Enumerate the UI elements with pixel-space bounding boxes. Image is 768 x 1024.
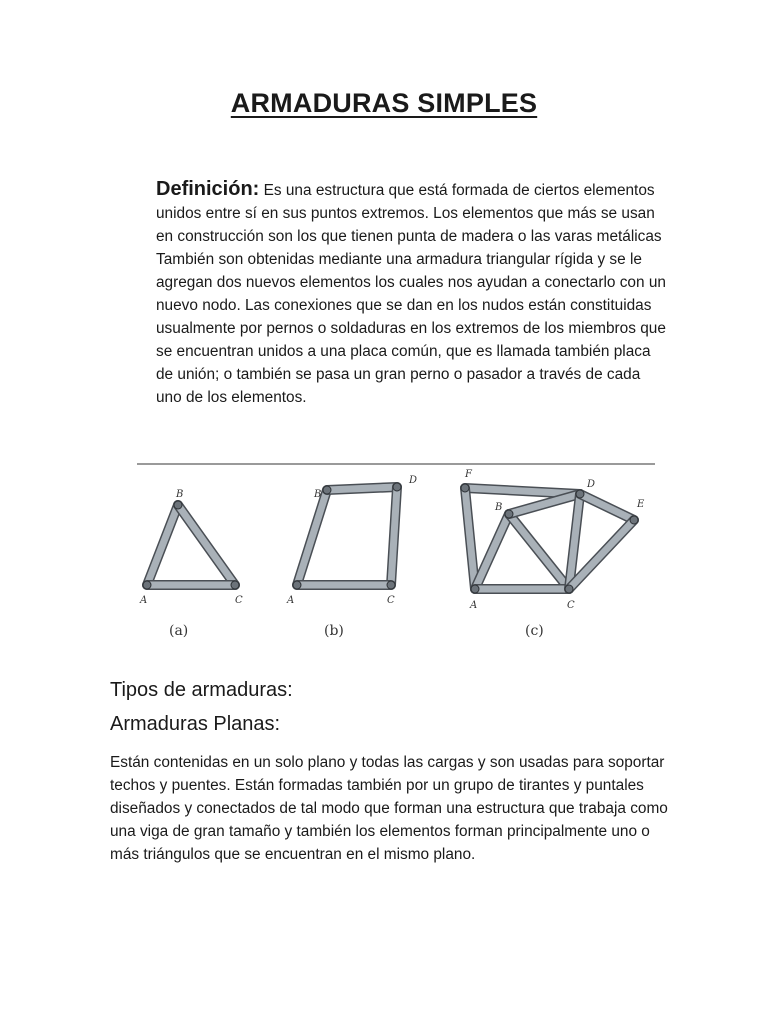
truss-member	[327, 487, 397, 490]
node-label-c-b: B	[495, 502, 503, 513]
truss-member	[509, 514, 569, 589]
truss-joint	[231, 581, 239, 589]
caption-a: (a)	[169, 623, 189, 639]
page-title: ARMADURAS SIMPLES	[230, 88, 538, 118]
truss-joint	[505, 510, 513, 518]
truss-member	[147, 505, 178, 585]
section-heading-types: Tipos de armaduras:	[110, 679, 293, 701]
node-label-c-a: A	[470, 600, 478, 611]
truss-joint	[174, 501, 182, 509]
truss-member	[178, 505, 235, 585]
truss-joint	[461, 484, 469, 492]
truss-member	[465, 488, 475, 589]
definition-label: Definición:	[156, 178, 260, 200]
truss-joint	[393, 483, 401, 491]
planas-paragraph: Están contenidas en un solo plano y todas las cargas y son usadas para soportar techos y puentes. Están formadas también por un grupo de tirantes y puntales diseñados y conectados de tal modo que forman una estructura que trabaja como una viga de gran tamaño y también los elementos forman principalmente uno o más triángulos que se encuentran en el mismo plano.	[110, 754, 668, 863]
caption-b: (b)	[324, 623, 344, 639]
node-label-b-a: A	[287, 595, 295, 606]
node-label-c-c: C	[567, 600, 575, 611]
truss-joint	[293, 581, 301, 589]
node-label-c-e: E	[637, 499, 645, 510]
node-label-b-b: B	[314, 489, 322, 500]
truss-diagram	[137, 463, 655, 651]
truss-joint	[323, 486, 331, 494]
node-label-b-c: C	[387, 595, 395, 606]
node-label-a-a: A	[140, 595, 148, 606]
node-label-a-b: B	[176, 489, 184, 500]
truss-joint	[576, 490, 584, 498]
node-label-a-c: C	[235, 595, 243, 606]
definition-text: Es una estructura que está formada de ciertos elementos unidos entre sí en sus puntos extremos. Los elementos que más se usan en construcción son los que tienen punta de madera o las varas metálicas También son obtenidas mediante una armadura triangular rígida y se le agregan dos nuevos elementos los cuales nos ayudan a conectarlo con un nuevo nodo. Las conexiones que se dan en los nudos están constituidas usualmente por pernos o soldaduras en los extremos de los miembros que se encuentran unidos a una placa común, que es llamada también placa de unión; o también se pasa un gran perno o pasador a través de cada uno de los elementos.	[156, 182, 666, 406]
node-label-b-d: D	[409, 475, 418, 486]
truss-member	[475, 514, 509, 589]
figure-top-rule	[137, 463, 655, 465]
node-label-c-f: F	[465, 469, 472, 480]
caption-c: (c)	[525, 623, 544, 639]
truss-joint	[630, 516, 638, 524]
truss-member	[580, 494, 634, 520]
truss-figure	[137, 463, 655, 651]
truss-joint	[565, 585, 573, 593]
truss-joint	[143, 581, 151, 589]
definition-paragraph	[156, 178, 666, 409]
truss-joint	[387, 581, 395, 589]
node-label-c-d: D	[587, 479, 596, 490]
truss-member	[297, 490, 327, 585]
section-heading-planas: Armaduras Planas:	[110, 713, 281, 735]
truss-joint	[471, 585, 479, 593]
